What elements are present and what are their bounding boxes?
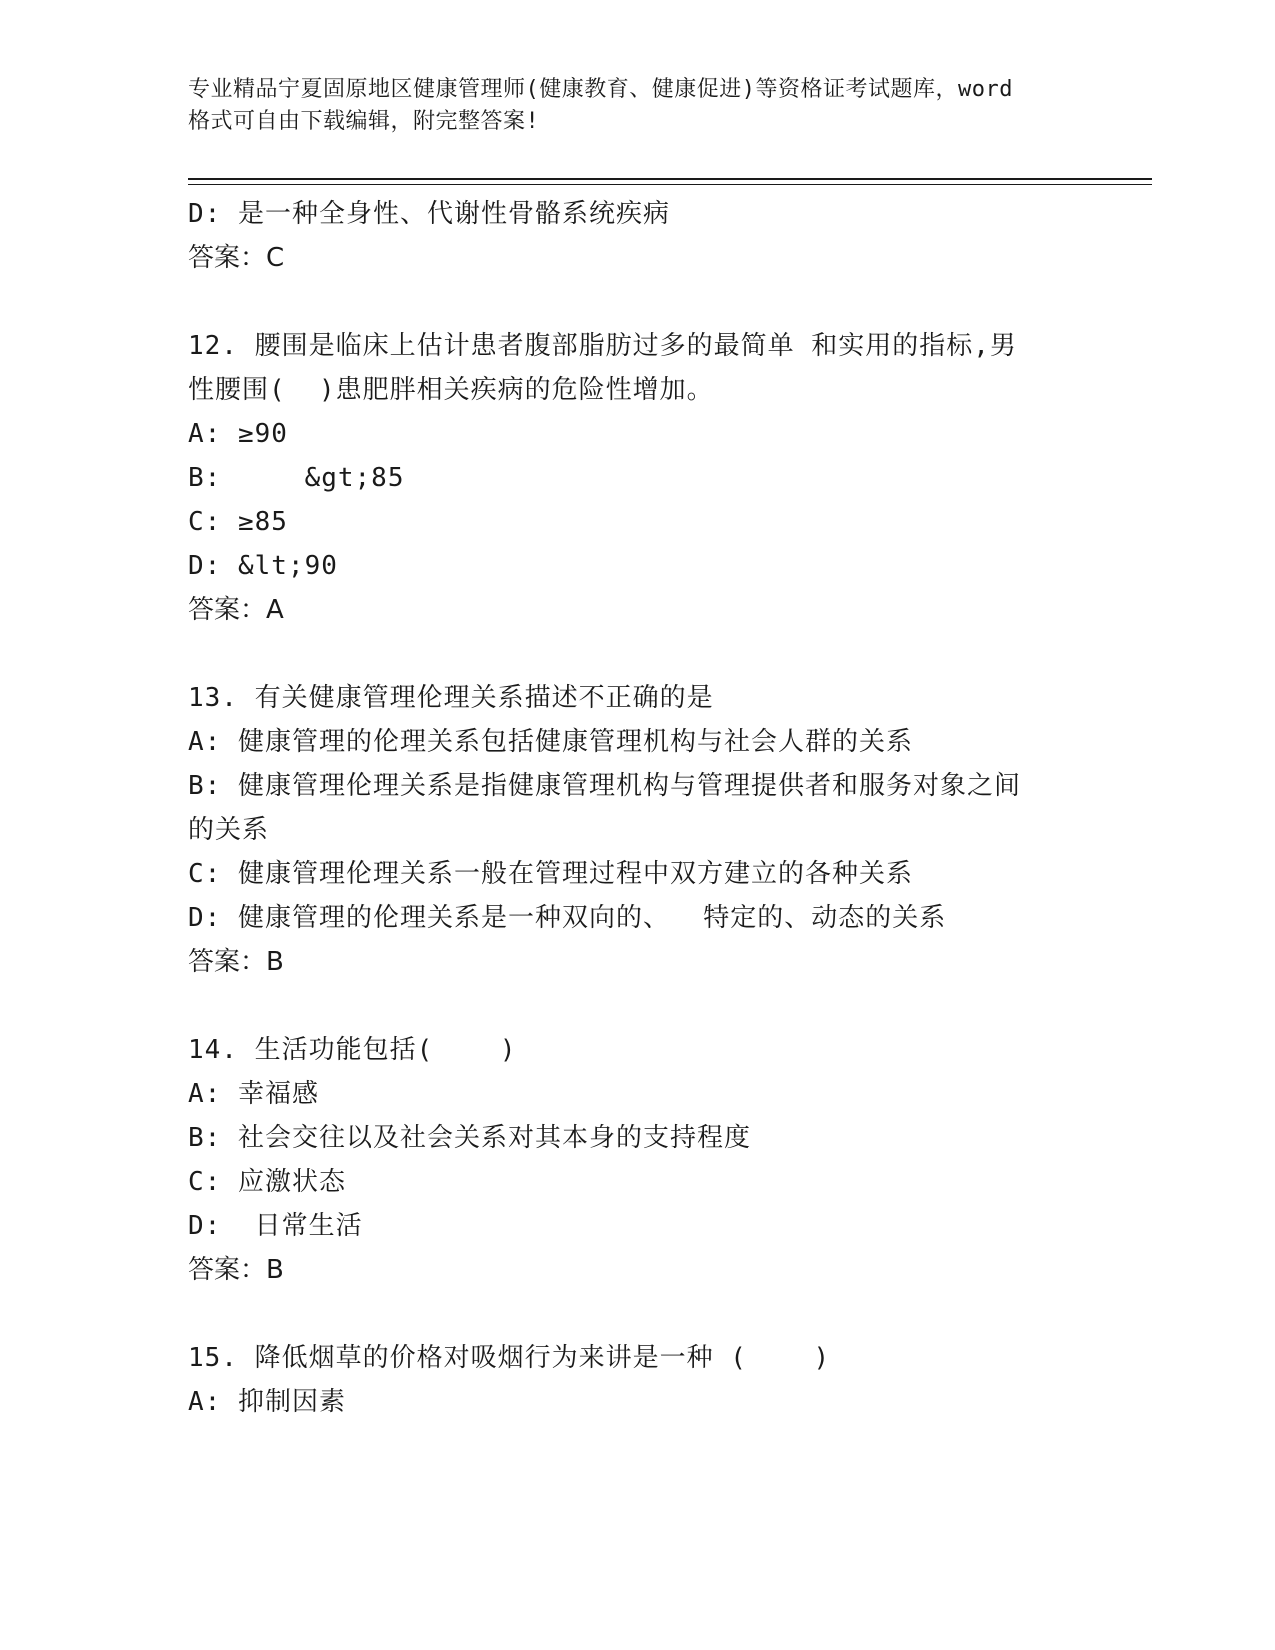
header-divider-thick	[188, 178, 1152, 180]
q14-option-b: B: 社会交往以及社会关系对其本身的支持程度	[188, 1123, 751, 1153]
q14-option-c: C: 应激状态	[188, 1167, 346, 1197]
q14-answer: 答案：B	[188, 1255, 284, 1285]
q13-option-c: C: 健康管理伦理关系一般在管理过程中双方建立的各种关系	[188, 859, 913, 889]
q14-stem: 14. 生活功能包括( )	[188, 1035, 517, 1065]
document-header	[188, 74, 1088, 138]
q11-answer: 答案：C	[188, 243, 285, 273]
q12-option-b: B: &gt;85	[188, 463, 405, 493]
q14-option-d: D: 日常生活	[188, 1211, 363, 1241]
q12-stem-line-2: 性腰围( )患肥胖相关疾病的危险性增加。	[188, 375, 714, 405]
q13-stem: 13. 有关健康管理伦理关系描述不正确的是	[188, 683, 714, 713]
q13-option-d: D: 健康管理的伦理关系是一种双向的、 特定的、动态的关系	[188, 903, 947, 933]
q12-stem-line-1: 12. 腰围是临床上估计患者腹部脂肪过多的最简单 和实用的指标,男	[188, 331, 1017, 361]
q14-option-a: A: 幸福感	[188, 1079, 319, 1109]
q15-option-a: A: 抑制因素	[188, 1387, 346, 1417]
q13-option-b-line-1: B: 健康管理伦理关系是指健康管理机构与管理提供者和服务对象之间	[188, 771, 1021, 801]
q12-option-d: D: &lt;90	[188, 551, 338, 581]
q12-answer: 答案：A	[188, 595, 284, 625]
header-divider-thin	[188, 184, 1152, 185]
header-line-1: 专业精品宁夏固原地区健康管理师(健康教育、健康促进)等资格证考试题库，word	[188, 77, 1013, 102]
q12-option-a: A: ≥90	[188, 419, 288, 449]
header-line-2: 格式可自由下载编辑，附完整答案!	[188, 109, 540, 134]
q13-option-a: A: 健康管理的伦理关系包括健康管理机构与社会人群的关系	[188, 727, 913, 757]
q11-option-d: D: 是一种全身性、代谢性骨骼系统疾病	[188, 199, 670, 229]
q13-answer: 答案：B	[188, 947, 284, 977]
q13-option-b-line-2: 的关系	[188, 815, 270, 845]
q15-stem: 15. 降低烟草的价格对吸烟行为来讲是一种 ( )	[188, 1343, 831, 1373]
q12-option-c: C: ≥85	[188, 507, 288, 537]
